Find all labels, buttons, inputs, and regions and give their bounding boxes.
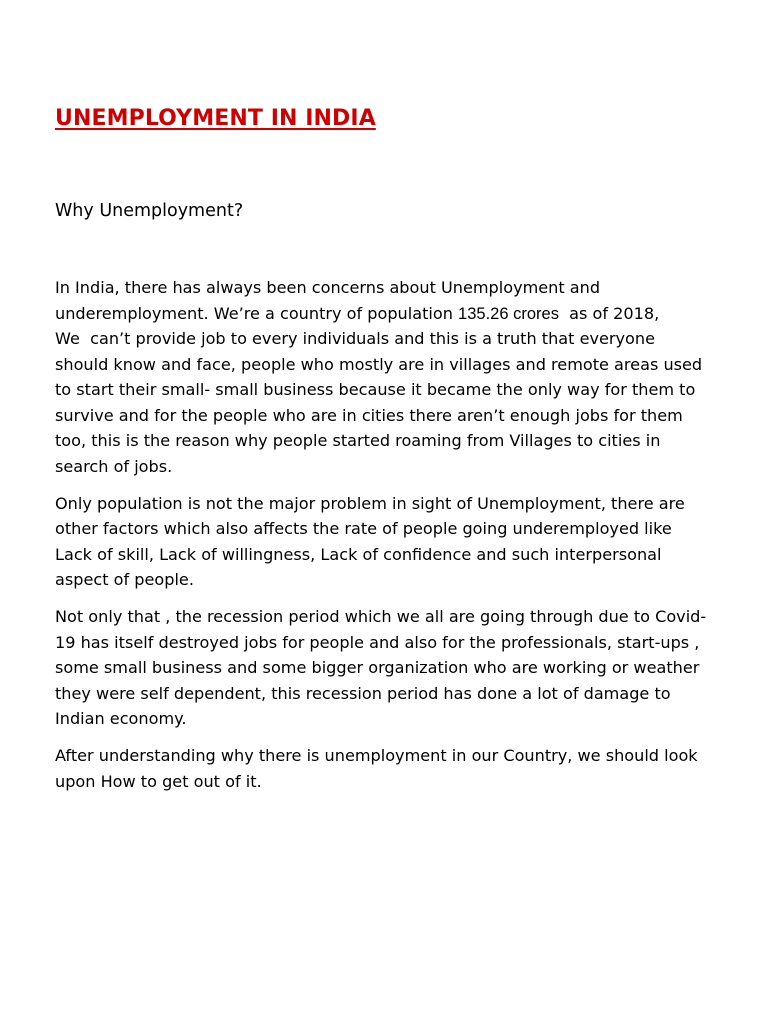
paragraph-intro — [55, 275, 735, 479]
text-line: should know and face, people who mostly are in villages and remote areas used — [55, 354, 703, 374]
text-line: After understanding why there is unemployment in our Country, we should look — [55, 746, 698, 765]
paragraph-factors — [55, 491, 735, 593]
text-line: Only population is not the major problem in sight of Unemployment, there are — [55, 493, 685, 513]
paragraph-recession — [55, 604, 735, 732]
text-line: other factors which also affects the rate of people going underemployed like — [55, 519, 672, 538]
text-segment: as of 2018, — [558, 303, 660, 323]
text-line: In India, there has always been concerns about Unemployment and — [55, 278, 601, 297]
text-segment: underemployment. We’re a country of population — [55, 303, 453, 323]
text-line — [55, 301, 735, 327]
text-line: survive and for the people who are in cities there aren’t enough jobs for them — [55, 405, 683, 425]
text-line: search of jobs. — [55, 456, 173, 476]
population-figure: 135.26 crores — [458, 304, 559, 323]
text-line: they were self dependent, this recession period has done a lot of damage to — [55, 683, 671, 703]
paragraph-conclusion — [55, 743, 735, 794]
text-line: too, this is the reason why people started roaming from Villages to cities in — [55, 431, 661, 450]
section-heading: Why Unemployment? — [55, 201, 244, 221]
text-line: We can’t provide job to every individuals and this is a truth that everyone — [55, 329, 656, 348]
text-line: some small business and some bigger organization who are working or weather — [55, 658, 700, 677]
text-line: 19 has itself destroyed jobs for people and also for the professionals, start-ups , — [55, 632, 700, 652]
page-title: UNEMPLOYMENT IN INDIA — [55, 106, 376, 131]
document-body — [55, 275, 735, 806]
text-line: Indian economy. — [55, 709, 187, 728]
text-line: upon How to get out of it. — [55, 771, 262, 791]
text-line: aspect of people. — [55, 570, 194, 589]
text-line: to start their small- small business because it became the only way for them to — [55, 380, 696, 399]
text-line: Not only that , the recession period which we all are going through due to Covid- — [55, 607, 707, 626]
text-line: Lack of skill, Lack of willingness, Lack of confidence and such interpersonal — [55, 544, 662, 564]
